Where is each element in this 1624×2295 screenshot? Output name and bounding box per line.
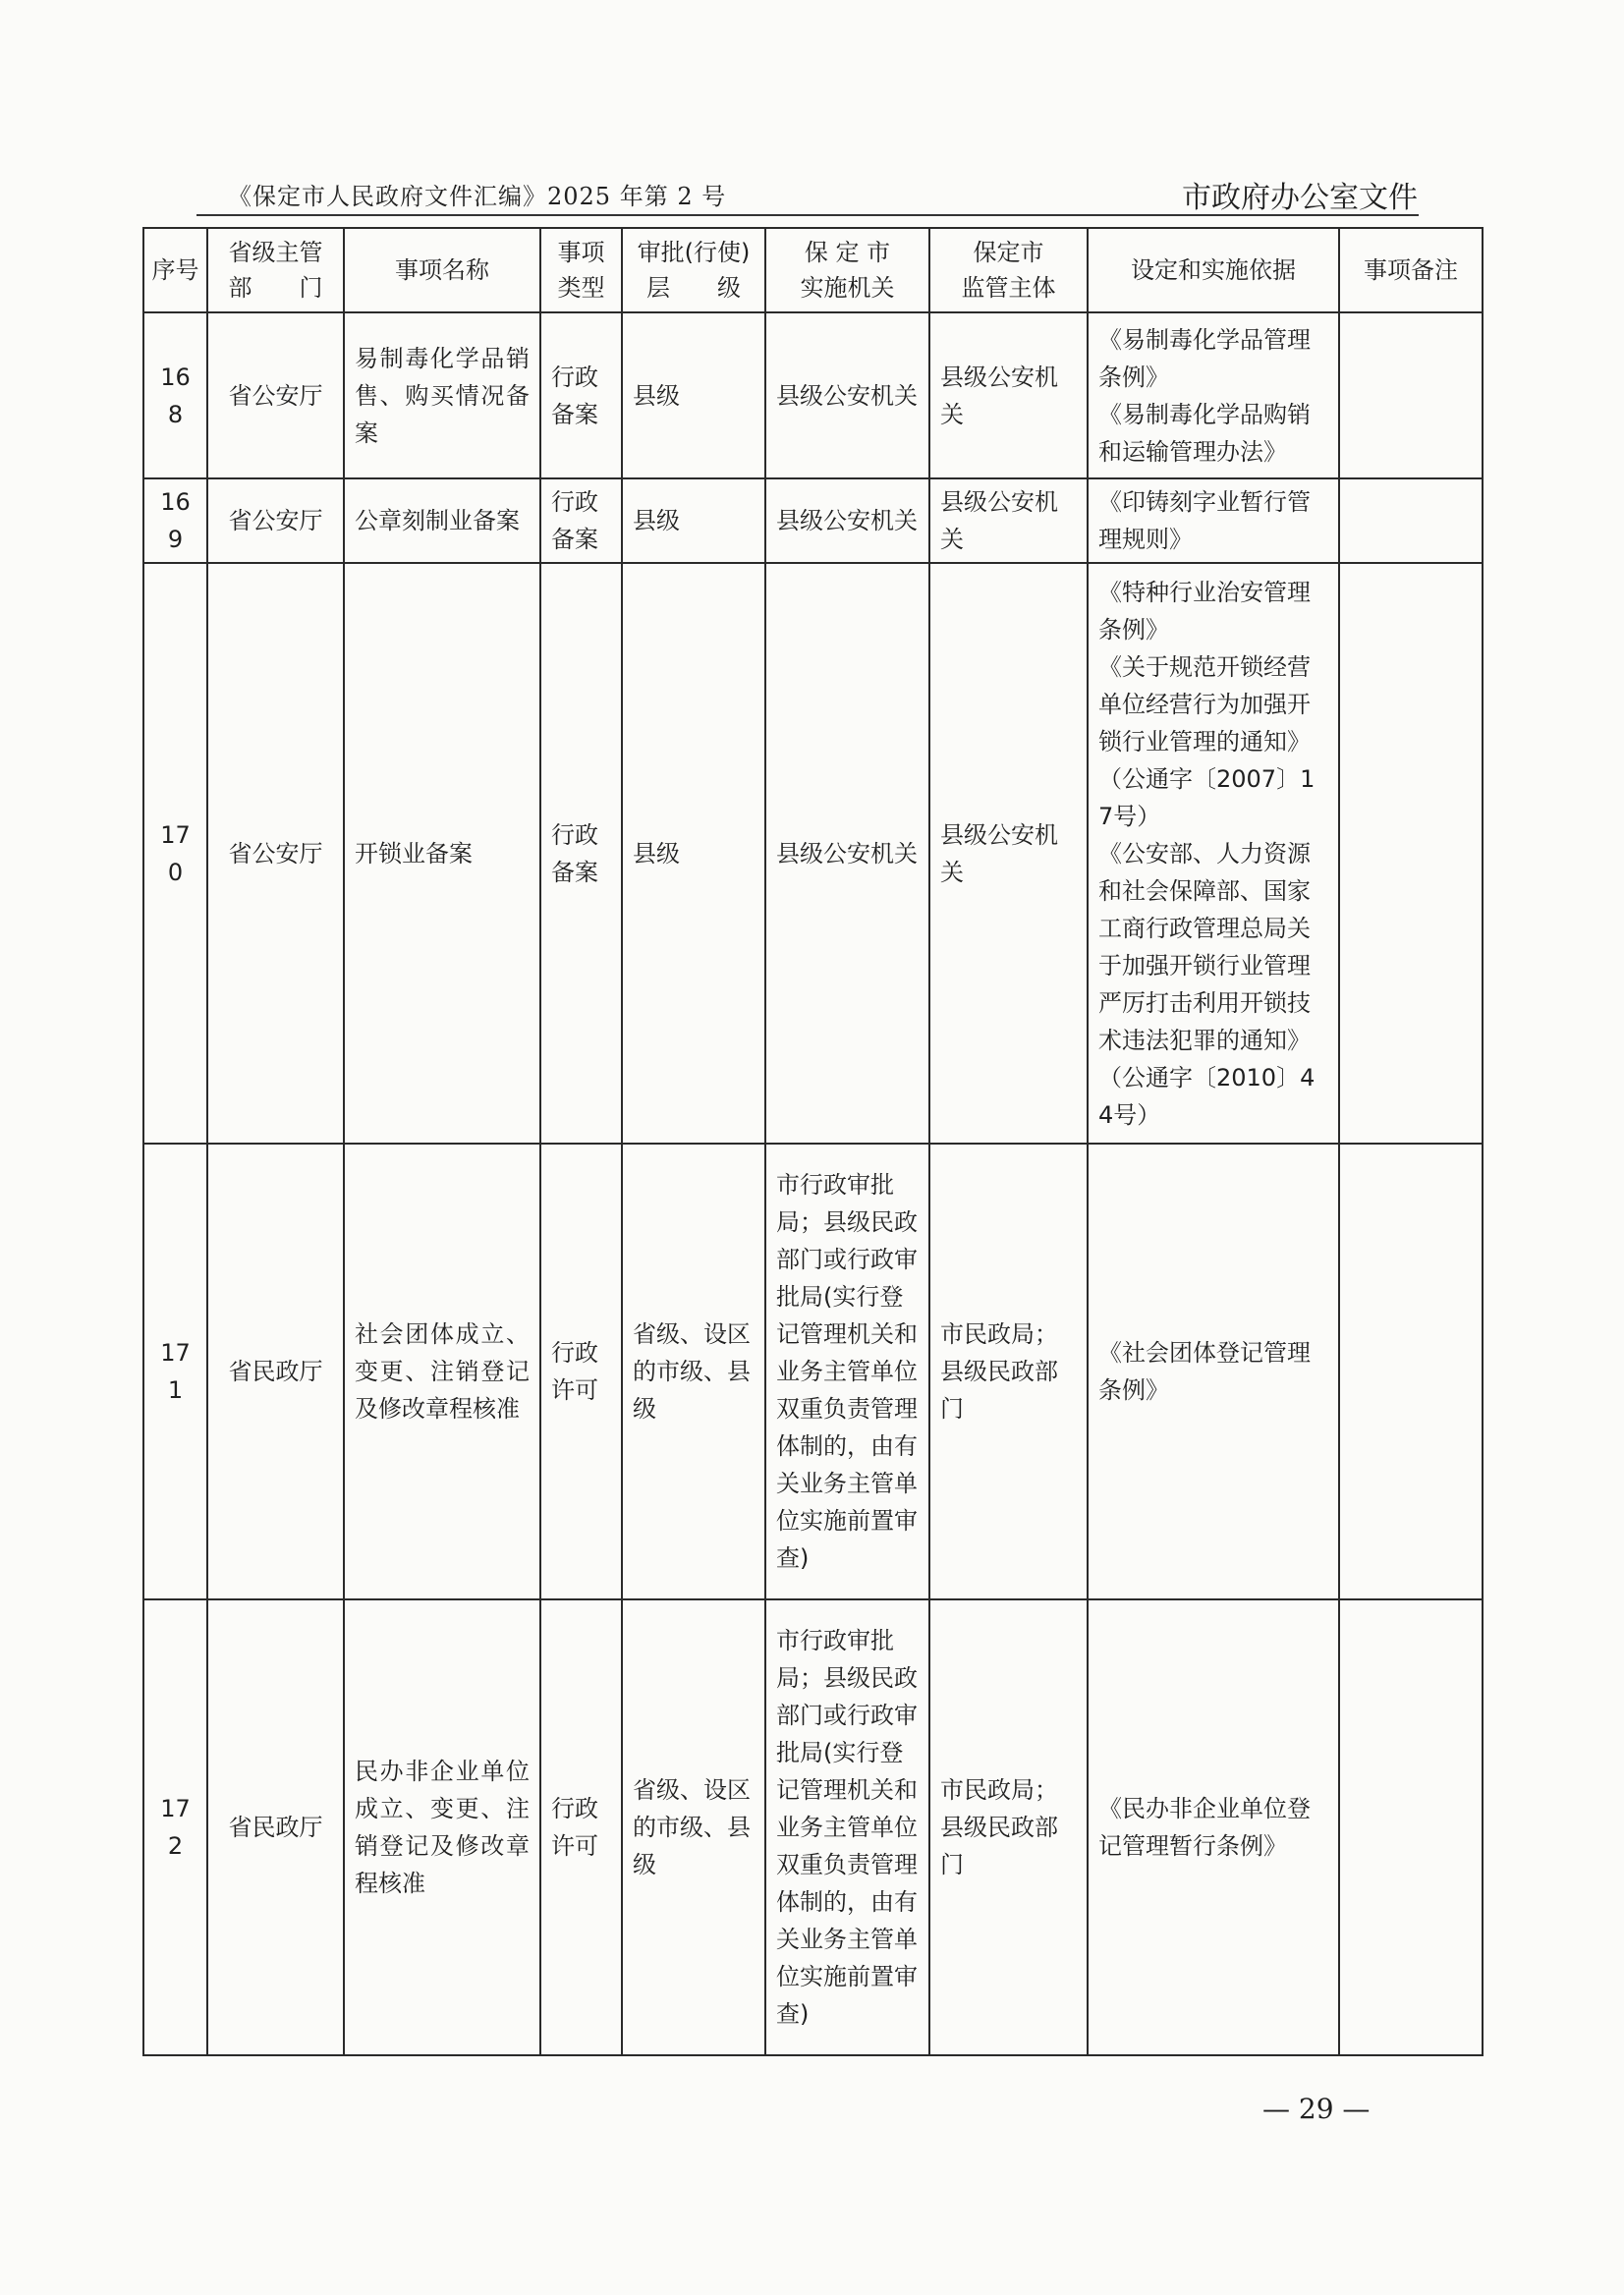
row-dept: 省公安厅 [207,563,344,1144]
basis-item: 《社会团体登记管理条例》 [1098,1339,1311,1404]
row-name: 公章刻制业备案 [344,478,540,563]
row-basis [1088,312,1339,478]
page-number: — 29 — [1262,2093,1371,2125]
row-agency: 县级公安机关 [765,563,929,1144]
row-supervisor: 县级公安机关 [929,312,1088,478]
row-supervisor: 市民政局；县级民政部门 [929,1599,1088,2055]
row-remark [1339,312,1483,478]
row-name: 社会团体成立、变更、注销登记及修改章程核准 [344,1144,540,1599]
table-row [143,1144,1483,1599]
row-remark [1339,1144,1483,1599]
row-dept: 省民政厅 [207,1144,344,1599]
row-name: 开锁业备案 [344,563,540,1144]
row-type: 行政 许可 [540,1144,622,1599]
col-header-remark: 事项备注 [1339,228,1483,312]
row-basis [1088,1144,1339,1599]
col-header-dept: 省级主管 部 门 [207,228,344,312]
col-header-no: 序号 [143,228,207,312]
basis-item: 《民办非企业单位登记管理暂行条例》 [1098,1795,1311,1860]
row-no: 170 [143,563,207,1144]
basis-item: 《印铸刻字业暂行管理规则》 [1098,488,1311,553]
table-row [143,563,1483,1144]
publication-title: 《保定市人民政府文件汇编》2025 年第 2 号 [228,183,727,210]
basis-item: 《关于规范开锁经营单位经营行为加强开锁行业管理的通知》（公通字〔2007〕17号） [1098,652,1316,830]
row-remark [1339,1599,1483,2055]
basis-item: 《特种行业治安管理条例》 [1098,578,1311,644]
row-basis [1088,563,1339,1144]
row-supervisor: 县级公安机关 [929,563,1088,1144]
row-agency: 县级公安机关 [765,312,929,478]
row-agency: 市行政审批局；县级民政部门或行政审批局(实行登记管理机关和业务主管单位双重负责管理体制的，由有关业务主管单位实施前置审查) [765,1599,929,2055]
section-title: 市政府办公室文件 [1182,181,1418,215]
row-agency: 县级公安机关 [765,478,929,563]
col-header-type: 事项 类型 [540,228,622,312]
row-basis [1088,1599,1339,2055]
basis-item: 《易制毒化学品管理条例》 [1098,325,1311,391]
row-level: 县级 [622,478,765,563]
row-remark [1339,563,1483,1144]
col-header-agency: 保 定 市 实施机关 [765,228,929,312]
table-header-row [143,228,1483,312]
items-table [142,227,1484,2056]
row-dept: 省公安厅 [207,478,344,563]
row-basis [1088,478,1339,563]
row-remark [1339,478,1483,563]
row-type: 行政 备案 [540,563,622,1144]
basis-item: 《公安部、人力资源和社会保障部、国家工商行政管理总局关于加强开锁行业管理严厉打击利用开锁技术违法犯罪的通知》（公通字〔2010〕44号） [1098,839,1316,1129]
row-level: 省级、设区的市级、县级 [622,1144,765,1599]
row-level: 省级、设区的市级、县级 [622,1599,765,2055]
row-dept: 省民政厅 [207,1599,344,2055]
col-header-supervisor: 保定市 监管主体 [929,228,1088,312]
row-name: 民办非企业单位成立、变更、注销登记及修改章程核准 [344,1599,540,2055]
col-header-level: 审批(行使) 层 级 [622,228,765,312]
table-row [143,312,1483,478]
col-header-name: 事项名称 [344,228,540,312]
row-type: 行政 备案 [540,478,622,563]
row-supervisor: 市民政局；县级民政部门 [929,1144,1088,1599]
header-rule [196,214,1419,216]
row-supervisor: 县级公安机关 [929,478,1088,563]
row-dept: 省公安厅 [207,312,344,478]
table-row [143,478,1483,563]
row-type: 行政 备案 [540,312,622,478]
row-name: 易制毒化学品销售、购买情况备案 [344,312,540,478]
row-no: 171 [143,1144,207,1599]
row-level: 县级 [622,312,765,478]
row-no: 169 [143,478,207,563]
col-header-basis: 设定和实施依据 [1088,228,1339,312]
basis-item: 《易制毒化学品购销和运输管理办法》 [1098,400,1311,466]
table-row [143,1599,1483,2055]
row-type: 行政 许可 [540,1599,622,2055]
row-agency: 市行政审批局；县级民政部门或行政审批局(实行登记管理机关和业务主管单位双重负责管理体制的，由有关业务主管单位实施前置审查) [765,1144,929,1599]
row-no: 168 [143,312,207,478]
row-level: 县级 [622,563,765,1144]
row-no: 172 [143,1599,207,2055]
